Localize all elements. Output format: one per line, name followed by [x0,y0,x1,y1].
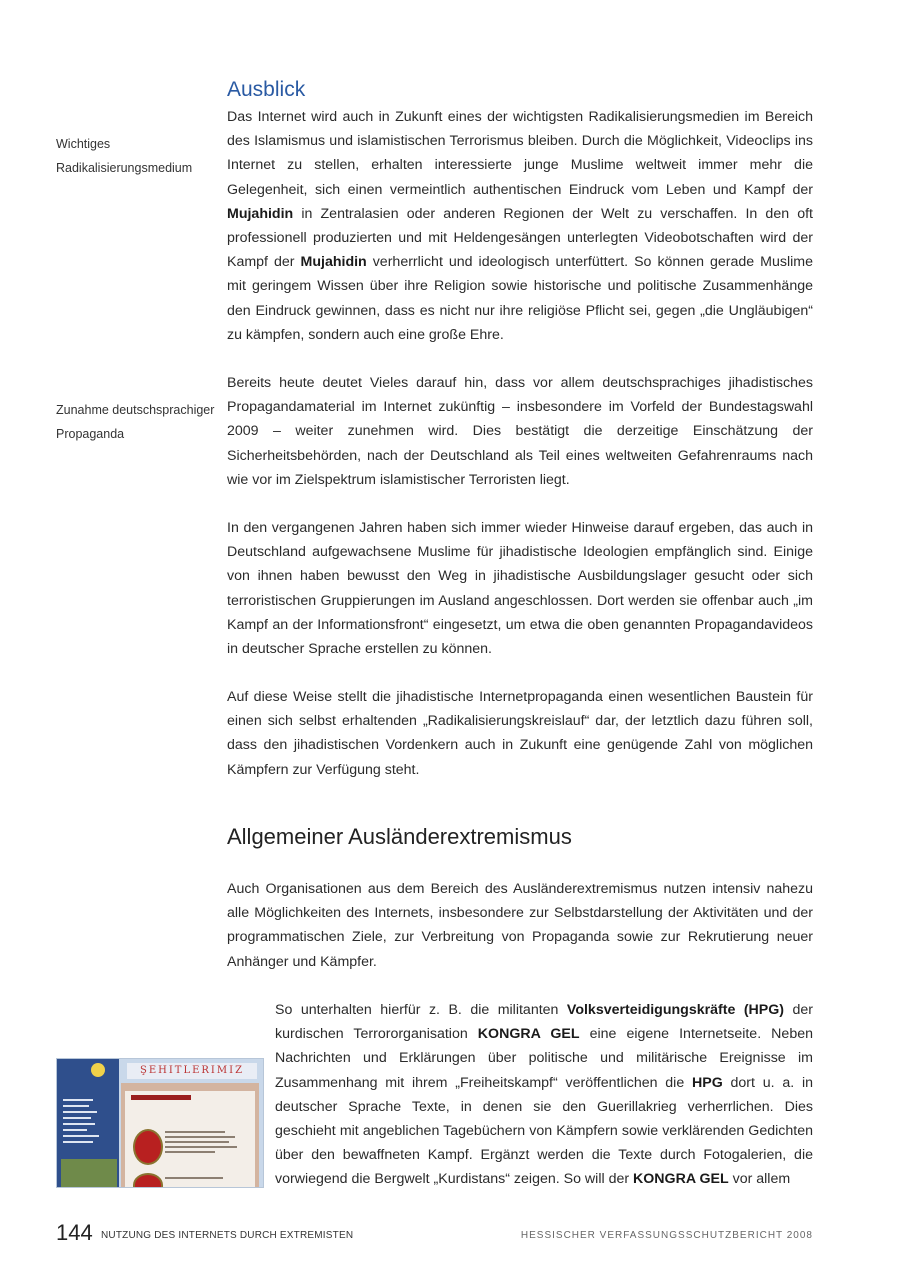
chapter-title: NUTZUNG DES INTERNETS DURCH EXTREMISTEN [101,1230,354,1241]
thumbnail-content-area [121,1083,259,1187]
section-heading-auslaenderextremismus: Allgemeiner Ausländerextremismus [227,824,572,849]
bold-term: Mujahidin [227,205,294,222]
paragraph-auslaenderextremismus-1: Auch Organisationen aus dem Bereich des Ausländerextremismus nutzen intensiv nahezu alle Möglichkeiten des Internets, insbesondere zur Selbstdarstellung der Aktivitäten und der programmatischen Ziele, zur Verbreitung von Propaganda sowie zur Rekrutierung neuer Anhänger und Kämpfer. [227,881,813,970]
margin-note-radikalisierungsmedium [56,132,216,180]
paragraph-ausblick-2: Bereits heute deutet Vieles darauf hin, dass vor allem deutschsprachiges jihadistisches Propagandamaterial im Internet zukünftig – insbesondere im Vorfeld der Bundestagswahl 2009 – weiter zunehmen wird. Dies bestätigt die derzeitige Einschätzung der Sicherheitsbehörden, nach der Deutschland als Teil eines weltweiten Gefahrenraums nach wie vor im Zielspektrum islamistischer Terroristen liegt. [227,375,813,488]
margin-note-line: Zunahme deutschsprachiger [56,403,215,417]
page-number: 144 [56,1220,93,1245]
paragraph-ausblick-1: Das Internet wird auch in Zukunft eines der wichtigsten Radikalisierungsmedien im Bereich des Islamismus und islamistischen Terrorismus bleiben. Durch die Möglichkeit, Videoclips ins Internet zu stellen, erhalten interessierte junge Muslime weltweit immer mehr die Gelegenheit, sich einen vermeintlich authentischen Eindruck vom Leben und Kampf der Mujahidin in Zentralasien oder anderen Regionen der Welt zu verschaffen. In den oft professionell produzierten und mit Heldengesängen unterlegten Videobotschaften wird der Kampf der Mujahidin verherrlicht und ideologisch unterfüttert. So können gerade Muslime mit geringem Wissen über ihre Religion sowie historische und politische Zusammenhänge den Eindruck gewinnen, dass es nicht nur ihre religiöse Pflicht sei, gegen „die Ungläubigen“ zu kämpfen, sondern auch eine große Ehre. [227,109,813,343]
margin-note-line: Radikalisierungsmedium [56,161,193,175]
bold-term: KONGRA GEL [633,1171,729,1188]
paragraph-ausblick-3: In den vergangenen Jahren haben sich immer wieder Hinweise darauf ergeben, das auch in Deutschland aufgewachsene Muslime für jihadistische Ideologien empfänglich sind. Einige von ihnen haben bewusst den Weg in jihadistische Ausbildungslager gesucht oder sich terroristischen Gruppierungen im Ausland angeschlossen. Dort werden sie offenbar auch „im Kampf an der Informationsfront“ eingesetzt, um etwa die oben genannten Propagandavideos in deutscher Sprache erstellen zu können. [227,520,813,658]
paragraph-ausblick-4: Auf diese Weise stellt die jihadistische Internetpropaganda einen wesentlichen Baustein für einen sich selbst erhaltenden „Radikalisierungskreislauf“ dar, der letztlich dazu führen soll, dass den jihadistischen Vordenkern auch in Zukunft eine genügende Zahl von möglichen Kämpfern zur Verfügung steht. [227,689,813,778]
report-title: HESSISCHER VERFASSUNGSSCHUTZBERICHT 2008 [520,1230,813,1241]
bold-term: Volksverteidigungskräfte (HPG) [566,1002,785,1018]
website-screenshot-image [56,1058,264,1188]
thumbnail-banner: ŞEHITLERIMIZ [127,1063,257,1079]
bold-term: KONGRA GEL [477,1026,580,1043]
paragraph-auslaenderextremismus-2: So unterhalten hierfür z. B. die militanten Volksverteidigungskräfte (HPG) der kurdischen Terrororganisation KONGRA GEL eine eigene Internetseite. Neben Nachrichten und Erklärungen über politische und militärische Ereignisse im Zusammenhang mit ihrem „Freiheitskampf“ veröffentlichen die HPG dort u. a. in deutscher Sprache Texte, in denen sie den Guerillakrieg verherrlichen. Dies geschieht mit angeblichen Tagebüchern von Kämpfern sowie verklärenden Gedichten über den bewaffneten Kampf. Ergänzt werden die Texte durch Fotogalerien, die vorwiegend die Bergwelt „Kurdistans“ zeigen. So will der KONGRA GEL vor allem [275,1002,814,1188]
landscape-photo [61,1159,117,1187]
portrait-photo [133,1173,163,1188]
margin-note-line: Wichtiges [56,137,111,151]
margin-note-line: Propaganda [56,427,125,441]
bold-term: HPG [692,1074,723,1091]
margin-note-propaganda [56,398,216,446]
bold-term: Mujahidin [300,254,367,271]
portrait-photo [133,1129,163,1165]
section-heading-ausblick: Ausblick [227,78,306,101]
sun-emblem-icon [91,1063,105,1077]
